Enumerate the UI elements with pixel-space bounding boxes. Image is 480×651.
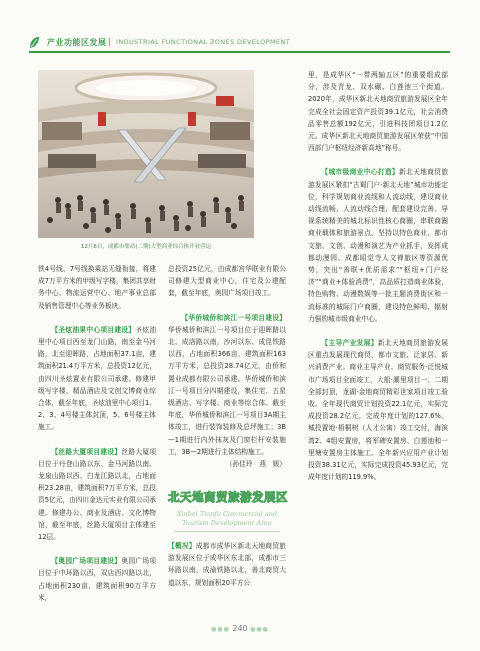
section-body-leading-industry: 新北天地商贸旅游发展区重点发展现代商贸，都市文旅、泛家居、新兴消费产业。商业主导产业、商贸服务·泛悦城市广场项目全面竣工，大船·潮里项目一、二期全部封顶，龙湖·金地商贸精彩世家项目竣工验收。全年现代商贸计划投资22.1亿元，实际完成投资28.2亿元，完成年度计划的127.6%。城投置地·梧桐树（人才公寓）竣工交付，海滨湾2、4组安置房，将军碑安置房、白莲池和一里塘安置房主体施工。全年新兴应用产业计划投资38.31亿元，实际完成投资45.93亿元，完成年度计划的119.9%。 [308, 339, 449, 482]
section-body-silk-road: 丝路大厦项目位于丹登山路以东、金马河路以南、龙泉山路以西、白龙江路以北，占地面积23.28亩，建筑面积7万平方米，总投资5亿元，由四川金达元实业有限公司承建。修建办公、商业及酒店、文化博物馆，截至年底，丝路大厦项目主体建至12层。 [38, 447, 157, 542]
section-silk-road [38, 446, 156, 544]
header-separator: | [108, 37, 111, 46]
section-title-silk-road: 【丝路大厦项目建设】 [51, 447, 122, 456]
section-shengxuan [38, 324, 156, 434]
section-body-shengxuan: 圣炫油里中心项目西至龙门山路，南至金马河路，北至迎晖路，占地面积37.1亩，建筑面积21.4万平方米，总投资12亿元，由四川圣炫置业有限公司承建。修建甲级写字楼、精品酒店及文创文博商业综合体，截至年底，圣炫油里中心项目1、2、3、4号楼主体封顶，5、6号楼主体施工。 [38, 325, 157, 432]
zone-banner-subtitle-line1: Xinbei Tianfu Commercial and [176, 510, 278, 518]
section-title-leading-industry: 【主导产业发展】 [321, 339, 378, 348]
leaf-logo-icon [29, 36, 40, 49]
section-leading-industry [308, 337, 448, 483]
section-title-en: INDUSTRIAL FUNCTIONAL ZONES DEVELOPMENT [116, 38, 291, 46]
section-aoyuan [38, 555, 156, 604]
section-octcity [168, 312, 286, 458]
page-header [0, 0, 480, 62]
author-credit: （孙佳玲 燕 媛） [225, 460, 286, 469]
section-body-aoyuan: 奥园广场项目位于中环路以西，双店西四路以北，占地面积230亩，建筑面积90万平方米， [38, 557, 157, 602]
column-right [308, 69, 448, 484]
section-overview [168, 540, 286, 589]
section-title-octcity: 【华侨城侨和滨江一号项目建设】 [181, 313, 286, 322]
column-middle-lower [168, 540, 286, 589]
column-middle-intro: 总投资25亿元，由成都宫华联业有限公司修建大型商业中心，住宅及公建配套，截至年底，奥园广场项目竣工。 [168, 265, 286, 298]
section-title-aoyuan: 【奥园广场项目建设】 [51, 557, 122, 566]
banner-rule [174, 531, 280, 532]
section-body-city-commerce: 新北天地商贸旅游发展区紧扣“古蜀门户·新北天地”城市功能定位，科学规划商业流线和人流动线，建设商业动线流畅、人流动线合理、配套建设完善、导视系统精美的城北标识性核心商圈，串联商圈商业载体和旅游景点。坚持以特色商业、都市文旅、文创、动漫和演艺为产业抓手，发挥成都动漫园、成都昭觉寺人文禅旅区等资源优势，突出“善联+优质需求”“枢纽+门户经济”“商业+体验消费”，高品质打造商业体验，特色购物、动漫数娱等一批主题消费街区和一流标准的城际门户商圈，建设特色鲜明、辐射力强的城市级商业中心。 [308, 168, 449, 323]
column-left-intro: 铁4号线、7号线换乘站无缝衔接，将建成7万平方米的甲级写字楼，集团共享财务中心、物流运营中心、地产事业总部及销售管理中心等业务板块。 [38, 265, 156, 310]
section-body-overview: 成都市成华区新北天地商贸旅游发展区位于成华区东北部，成都市三环路以南，成渝铁路以北，善北商贸大道以东，规划面积20平方公 [168, 542, 286, 587]
section-city-commerce [308, 166, 448, 325]
section-title: 产业功能区发展 [47, 38, 107, 47]
section-title-city-commerce: 【城市级商业中心打造】 [321, 168, 399, 177]
page-number-ornament-right: ●●● [250, 626, 269, 633]
zone-banner-subtitle-line2: Tourism Development Area [182, 519, 272, 527]
section-body-octcity: 华侨城侨和滨江一号项目位于迎晖路以北、成洛路以南，沙河以东、成昆铁路以西，占地面积366亩，建筑面积163万平方米，总投资28.74亿元，由侨和置业成都有限公司承建。华侨城侨和滨江一号项目分四期建设，集住宅、五星级酒店、写字楼、商业等综合体。截至年底，华侨城侨和滨江一号项目3A期主体竣工，进行装饰装修及总坪施工；3B—1期进行内外抹灰及门窗栏杆安装施工，3B—2期进行主体结构施工。 [168, 325, 286, 456]
page-number-text: 240 [232, 624, 248, 633]
zone-banner [168, 485, 286, 537]
column-right-intro: 里，是成华区“一带两轴五区”的重要组成部分，涉及青龙、双水碾、白莲池三个街道。2020年，成华区新北天地商贸旅游发展区全年完成全社会固定资产投资39.1亿元，社会消费品零售总额192亿元，引进科技团项目1.2亿元。成华区新北天地商贸旅游发展区荣获“中国西部门户枢纽经济新高地”称号。 [308, 71, 448, 153]
header-rule [29, 51, 450, 53]
section-title-shengxuan: 【圣炫油果中心项目建设】 [51, 325, 136, 334]
column-middle [168, 263, 286, 470]
mall-interior-photo [38, 70, 254, 238]
section-title-overview: 【概况】 [168, 542, 196, 550]
zone-banner-title: 北天地商贸旅游发展区 [168, 490, 288, 504]
page-number-ornament-left: ●●● [211, 626, 230, 633]
page-number [0, 624, 480, 633]
photo-caption: 12月6日，成都市集站(二期)大型商业综合体开业营运 [80, 244, 212, 250]
column-left [38, 263, 156, 604]
